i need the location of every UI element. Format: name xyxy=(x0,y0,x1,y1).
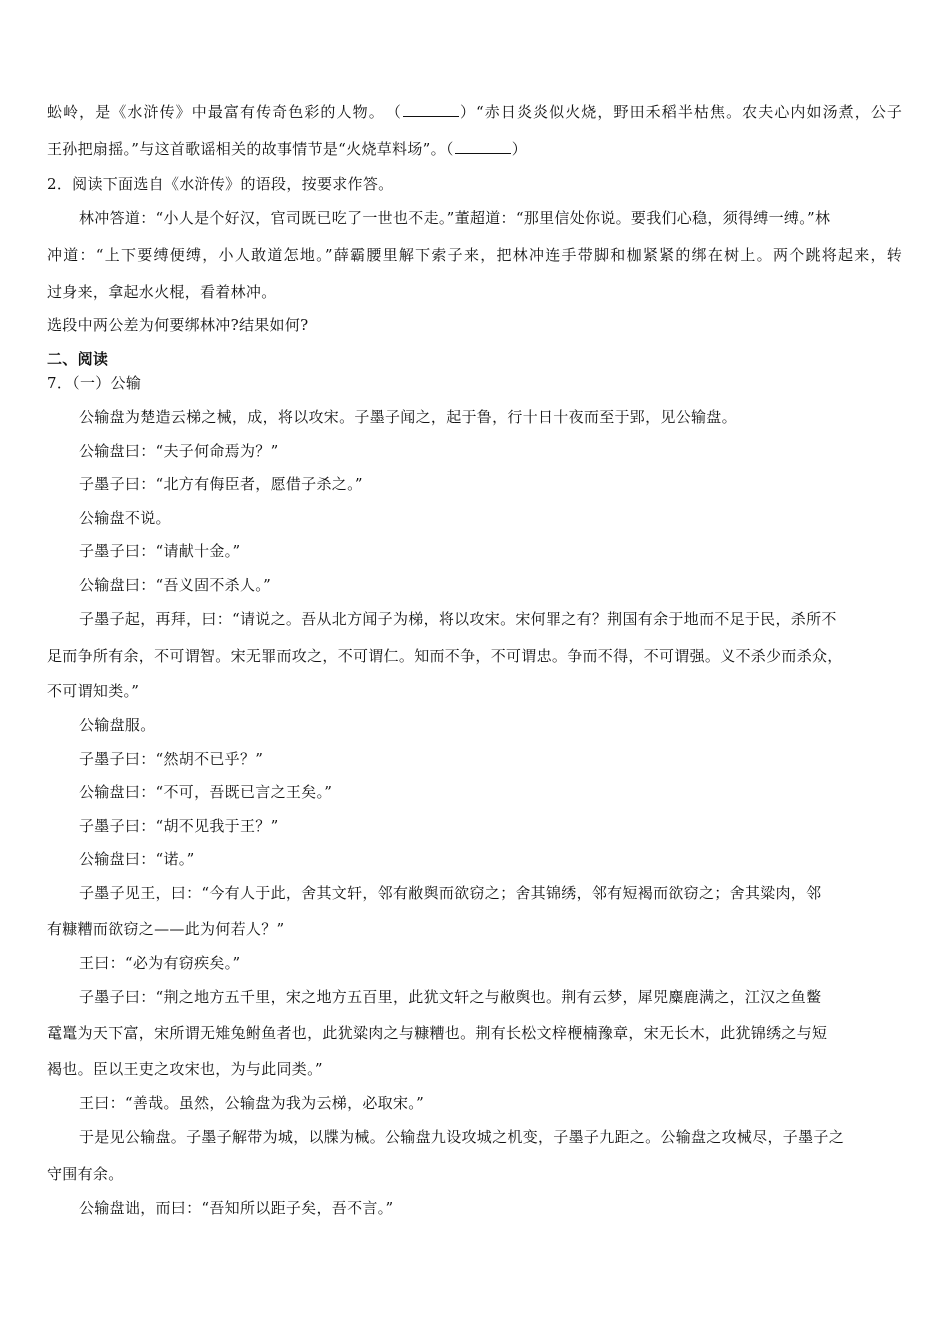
passage-line: 子墨子曰：“北方有侮臣者，愿借子杀之。” xyxy=(79,475,363,493)
passage-line: 子墨子起，再拜，曰：“请说之。吾从北方闻子为梯，将以攻宋。宋何罪之有？荆国有余于地而不足于民，杀所不 xyxy=(79,610,837,628)
q2-passage-line: 过身来，拿起水火棍，看着林冲。 xyxy=(47,283,277,301)
passage-line: 褐也。臣以王吏之攻宋也，为与此同类。” xyxy=(47,1060,323,1078)
passage-line: 子墨子曰：“荆之地方五千里，宋之地方五百里，此犹文轩之与敝舆也。荆有云梦，犀兕麋鹿满之，江汉之鱼鳖 xyxy=(79,988,822,1006)
passage-line: 公输盘不说。 xyxy=(79,509,171,527)
passage-line: 王曰：“必为有窃疾矣。” xyxy=(79,954,241,972)
passage-line: 子墨子见王，曰：“今有人于此，舍其文轩，邻有敝舆而欲窃之；舍其锦绣，邻有短褐而欲窃之；舍其粱肉，邻 xyxy=(79,884,822,902)
passage-line: 王曰：“善哉。虽然，公输盘为我为云梯，必取宋。” xyxy=(79,1094,425,1112)
answer-blank[interactable] xyxy=(455,140,511,154)
passage-line: 公输盘曰：“夫子何命焉为？” xyxy=(79,442,279,460)
q2-passage-line: 林冲答道：“小人是个好汉，官司既已吃了一世也不走。”董超道：“那里信处你说。要我们心稳，须得缚一缚。”林 xyxy=(79,209,831,227)
passage-line: 有糠糟而欲窃之——此为何若人？” xyxy=(47,920,285,938)
passage-line: 子墨子曰：“请献十金。” xyxy=(79,542,241,560)
passage-line: 公输盘曰：“不可，吾既已言之王矣。” xyxy=(79,783,333,801)
q2-passage-line: 冲道：“上下要缚便缚，小人敢道怎地。”薛霸腰里解下索子来，把林冲连手带脚和枷紧紧的绑在树上。两个跳将起来，转 xyxy=(47,246,904,264)
text-line: 王孙把扇摇。”与这首歌谣相关的故事情节是“火烧草料场”。（ ） xyxy=(47,140,528,158)
q2-question: 选段中两公差为何要绑林冲?结果如何? xyxy=(47,316,309,334)
question-7-title: 7．（一）公输 xyxy=(47,374,142,392)
question-2-title: 2．阅读下面选自《水浒传》的语段，按要求作答。 xyxy=(47,175,394,193)
answer-blank[interactable] xyxy=(403,103,459,117)
passage-line: 子墨子曰：“胡不见我于王？” xyxy=(79,817,279,835)
passage-line: 公输盘为楚造云梯之械，成，将以攻宋。子墨子闻之，起于鲁，行十日十夜而至于郢，见公输盘。 xyxy=(79,408,737,426)
passage-line: 鼋鼍为天下富，宋所谓无雉兔鲋鱼者也，此犹粱肉之与糠糟也。荆有长松文梓楩楠豫章，宋无长木，此犹锦绣之与短 xyxy=(47,1024,828,1042)
section-heading: 二、阅读 xyxy=(47,350,109,368)
passage-line: 公输盘诎，而曰：“吾知所以距子矣，吾不言。” xyxy=(79,1199,394,1217)
text-line: 蚣岭，是《水浒传》中最富有传奇色彩的人物。 （ ）“赤日炎炎似火烧，野田禾稻半枯焦。农夫心内如汤煮，公子 xyxy=(47,103,904,121)
passage-line: 守围有余。 xyxy=(47,1165,124,1183)
passage-line: 子墨子曰：“然胡不已乎？” xyxy=(79,750,264,768)
passage-line: 公输盘曰：“吾义固不杀人。” xyxy=(79,576,272,594)
passage-line: 公输盘曰：“诺。” xyxy=(79,850,195,868)
passage-line: 不可谓知类。” xyxy=(47,682,140,700)
passage-line: 足而争所有余，不可谓智。宋无罪而攻之，不可谓仁。知而不争，不可谓忠。争而不得，不可谓强。义不杀少而杀众， xyxy=(47,647,843,665)
passage-line: 公输盘服。 xyxy=(79,716,156,734)
passage-line: 于是见公输盘。子墨子解带为城，以牒为械。公输盘九设攻城之机变，子墨子九距之。公输盘之攻械尽，子墨子之 xyxy=(79,1128,845,1146)
